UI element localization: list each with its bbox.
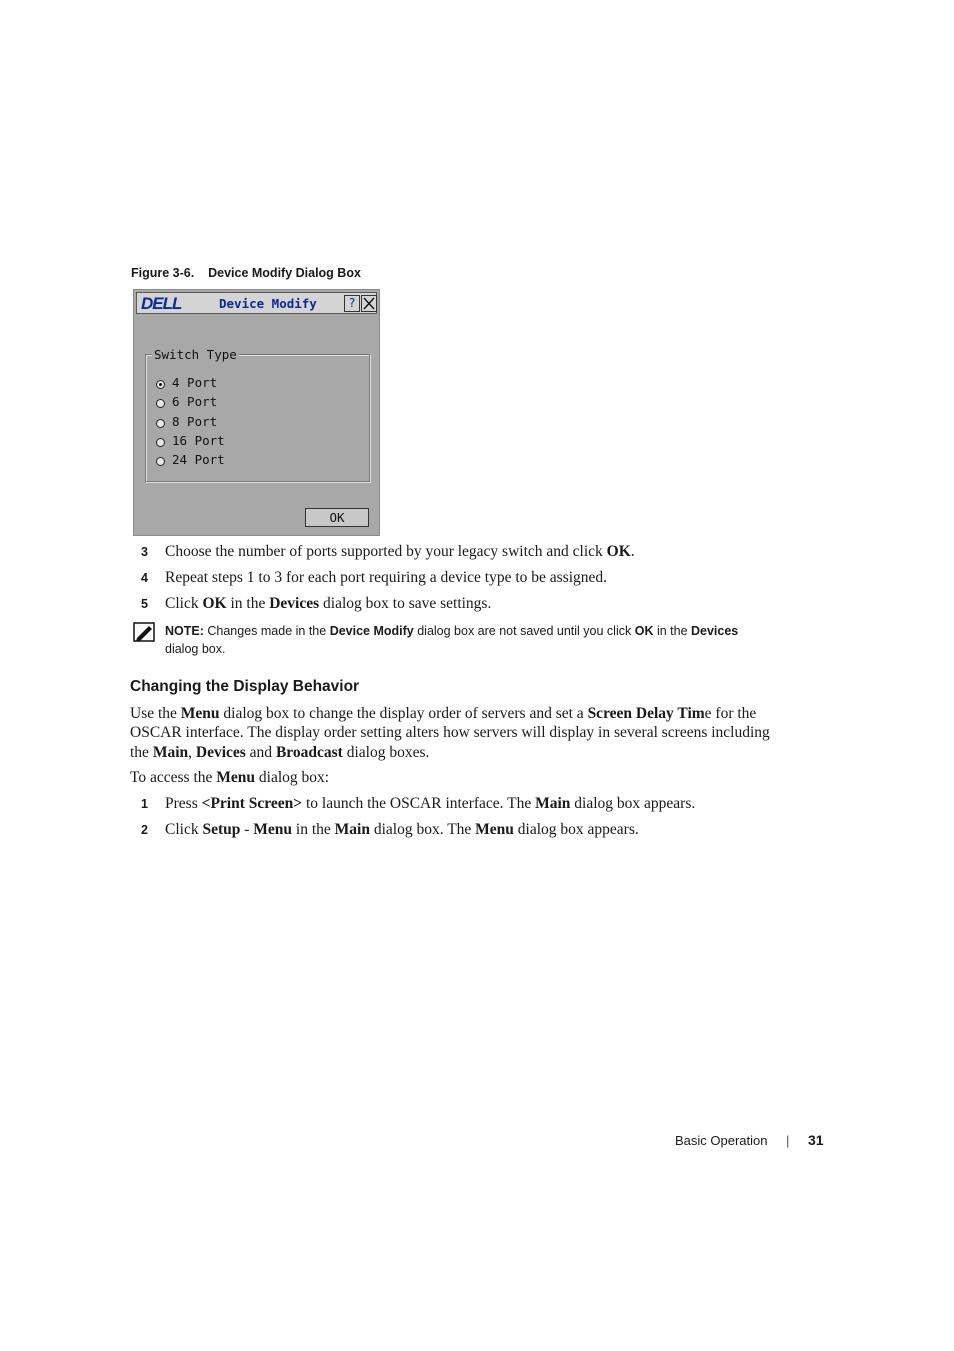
step-text: Press <Print Screen> to launch the OSCAR interface. The Main dialog box appears. bbox=[165, 795, 696, 812]
ok-button[interactable]: OK bbox=[305, 508, 369, 527]
option-label: 6 Port bbox=[172, 394, 218, 409]
footer-separator: | bbox=[786, 1133, 790, 1148]
device-modify-dialog bbox=[133, 289, 380, 536]
option-label: 4 Port bbox=[172, 375, 218, 390]
step-text: Repeat steps 1 to 3 for each port requiring a device type to be assigned. bbox=[165, 569, 608, 586]
step-text: Click OK in the Devices dialog box to save settings. bbox=[165, 595, 492, 612]
access-line: To access the Menu dialog box: bbox=[130, 769, 330, 786]
step-number: 1 bbox=[141, 797, 148, 811]
step-number: 3 bbox=[141, 545, 148, 559]
dell-logo: DELL bbox=[141, 294, 182, 313]
radio-icon bbox=[156, 399, 165, 408]
radio-icon bbox=[156, 438, 165, 447]
footer-section-title: Basic Operation bbox=[675, 1133, 768, 1148]
figure-caption: Figure 3-6. Device Modify Dialog Box bbox=[131, 266, 361, 280]
paragraph-line-2: OSCAR interface. The display order setting alters how servers will display in several screens including bbox=[130, 724, 770, 741]
dialog-titlebar bbox=[136, 292, 377, 314]
paragraph-line-1: Use the Menu dialog box to change the display order of servers and set a Screen Delay Time for the bbox=[130, 705, 757, 722]
switch-type-label: Switch Type bbox=[154, 347, 237, 362]
paragraph-line-3: the Main, Devices and Broadcast dialog boxes. bbox=[130, 744, 430, 761]
note-line-2: dialog box. bbox=[165, 642, 226, 656]
step-number: 5 bbox=[141, 597, 148, 611]
pencil-note-icon bbox=[133, 622, 155, 642]
dialog-title: Device Modify bbox=[219, 296, 317, 311]
note-label: NOTE: bbox=[165, 624, 204, 638]
help-button[interactable]: ? bbox=[344, 295, 360, 312]
note-line-1: NOTE: Changes made in the Device Modify dialog box are not saved until you click OK in the Devices bbox=[165, 624, 739, 638]
page-number: 31 bbox=[808, 1132, 824, 1148]
section-heading: Changing the Display Behavior bbox=[130, 678, 360, 695]
step-text: Choose the number of ports supported by your legacy switch and click OK. bbox=[165, 543, 635, 560]
close-button[interactable] bbox=[361, 295, 377, 312]
close-icon bbox=[362, 296, 376, 311]
radio-selected-icon bbox=[156, 380, 165, 389]
option-label: 16 Port bbox=[172, 433, 225, 448]
step-number: 2 bbox=[141, 823, 148, 837]
option-label: 8 Port bbox=[172, 414, 218, 429]
option-label: 24 Port bbox=[172, 452, 225, 467]
radio-icon bbox=[156, 419, 165, 428]
radio-icon bbox=[156, 457, 165, 466]
step-text: Click Setup - Menu in the Main dialog box. The Menu dialog box appears. bbox=[165, 821, 639, 838]
step-number: 4 bbox=[141, 571, 148, 585]
